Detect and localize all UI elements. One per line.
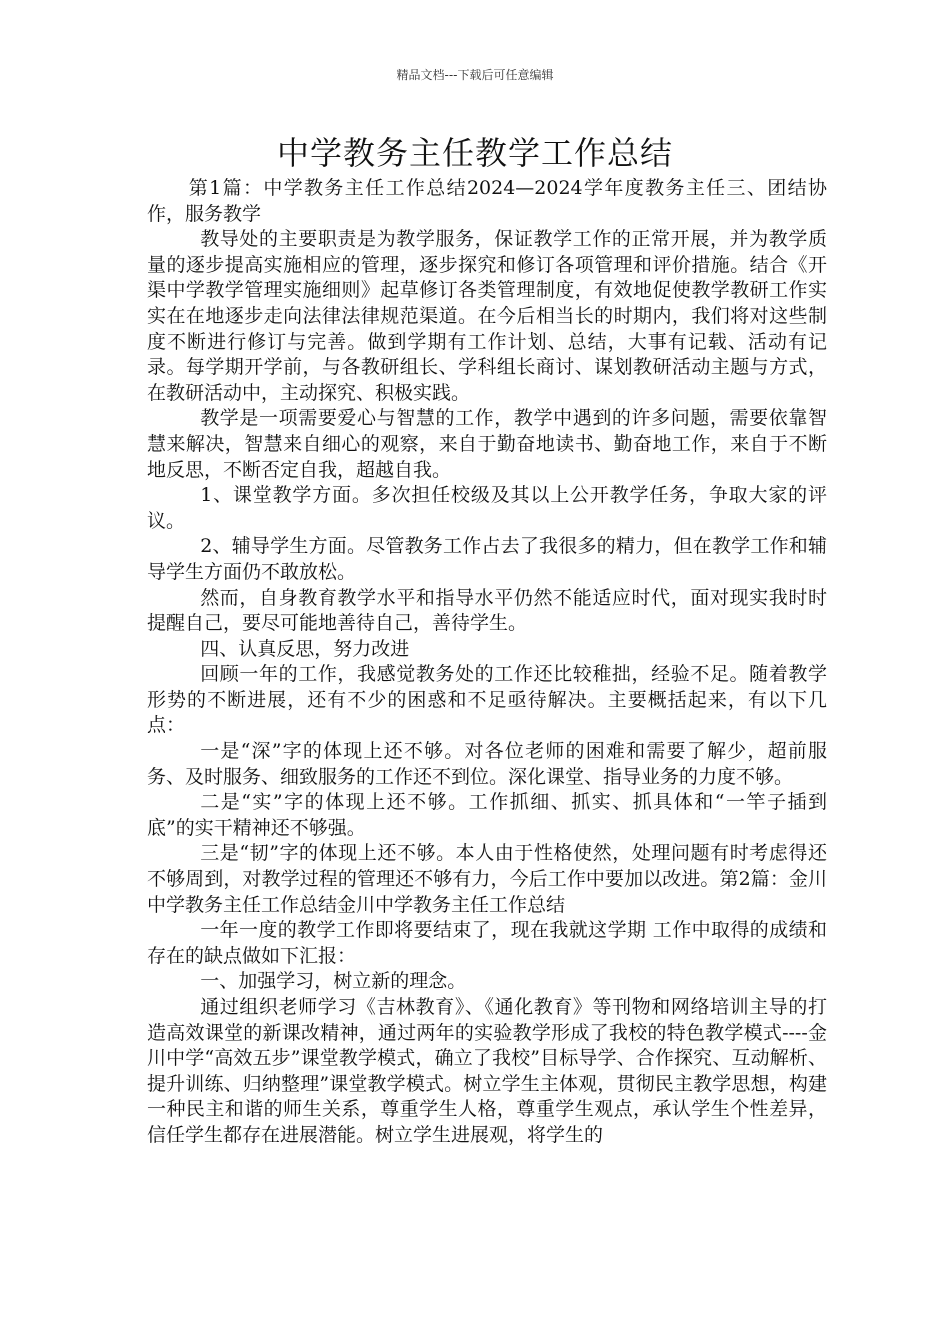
paragraph: 第1篇：中学教务主任工作总结2024—2024学年度教务主任三、团结协作，服务教学	[147, 177, 827, 225]
paragraph: 一、加强学习，树立新的理念。	[200, 970, 467, 993]
paragraph: 1、课堂教学方面。多次担任校级及其以上公开教学任务，争取大家的评议。	[147, 484, 827, 532]
paragraph: 一是“深”字的体现上还不够。对各位老师的困难和需要了解少，超前服务、及时服务、细致服务的工作还不到位。深化课堂、指导业务的力度不够。	[147, 740, 827, 788]
document-title: 中学教务主任教学工作总结	[276, 134, 673, 172]
paragraph: 回顾一年的工作，我感觉教务处的工作还比较稚拙，经验不足。随着教学形势的不断进展，还有不少的困惑和不足亟待解决。主要概括起来，有以下几点：	[147, 663, 827, 737]
paragraph: 四、认真反思，努力改进	[200, 637, 410, 660]
page-header: 精品文档---下载后可任意编辑	[396, 68, 554, 82]
document-body	[147, 176, 827, 1149]
paragraph: 二是“实”字的体现上还不够。工作抓细、抓实、抓具体和“一竿子插到底”的实干精神还不够强。	[147, 791, 827, 839]
paragraph: 2、辅导学生方面。尽管教务工作占去了我很多的精力，但在教学工作和辅导学生方面仍不敢放松。	[147, 535, 827, 583]
paragraph: 教导处的主要职责是为教学服务，保证教学工作的正常开展，并为教学质量的逐步提高实施相应的管理，逐步探究和修订各项管理和评价措施。结合《开渠中学教学管理实施细则》起草修订各类管理制度，有效地促使教学教研工作实实在在地逐步走向法律法律规范渠道。在今后相当长的时期内，我们将对这些制度不断进行修订与完善。做到学期有工作计划、总结，大事有记载、活动有记录。每学期开学前，与各教研组长、学科组长商讨、谋划教研活动主题与方式，在教研活动中，主动探究、积极实践。	[147, 228, 827, 404]
paragraph: 一年一度的教学工作即将要结束了，现在我就这学期 工作中取得的成绩和存在的缺点做如下汇报：	[147, 919, 827, 967]
paragraph: 然而，自身教育教学水平和指导水平仍然不能适应时代，面对现实我时时提醒自己，要尽可能地善待自己，善待学生。	[147, 586, 827, 635]
paragraph: 教学是一项需要爱心与智慧的工作，教学中遇到的许多问题，需要依靠智慧来解决，智慧来自细心的观察，来自于勤奋地读书、勤奋地工作，来自于不断地反思，不断否定自我，超越自我。	[147, 407, 827, 481]
paragraph: 通过组织老师学习《吉林教育》、《通化教育》等刊物和网络培训主导的打造高效课堂的新课改精神，通过两年的实验教学形成了我校的特色教学模式----金川中学“高效五步”课堂教学模式，确立了我校”目标导学、合作探究、互动解析、提升训练、归纳整理”课堂教学模式。树立学生主体观，贯彻民主教学思想，构建一种民主和谐的师生关系，尊重学生人格，尊重学生观点，承认学生个性差异，信任学生都存在进展潜能。树立学生进展观，将学生的	[147, 996, 827, 1146]
paragraph: 三是“韧”字的体现上还不够。本人由于性格使然，处理问题有时考虑得还不够周到，对教学过程的管理还不够有力，今后工作中要加以改进。第2篇：金川中学教务主任工作总结金川中学教务主任工作总结	[147, 842, 827, 916]
